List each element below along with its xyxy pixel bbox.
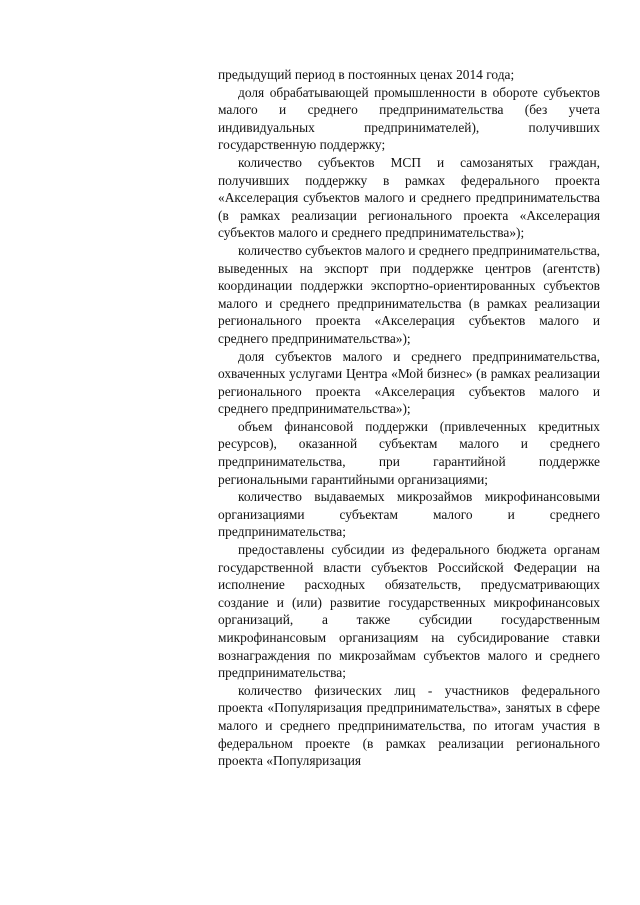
paragraph-subsidies: предоставлены субсидии из федерального бюджета органам государственной власти субъектов Российской Федерации на исполнение расходных обязательств, предусматривающих создание и (или) развитие государственных микрофинансовых организаций, а также субсидии государственным микрофинансовым организациям на субсидирование ставки вознаграждения по микрозаймам субъектов малого и среднего предпринимательства; <box>218 542 600 681</box>
paragraph-msp-self-employed-support: количество субъектов МСП и самозанятых граждан, получивших поддержку в рамках федерального проекта «Акселерация субъектов малого и среднего предпринимательства (в рамках реализации регионального проекта «Акселерация субъектов малого и среднего предпринимательства»); <box>218 154 600 241</box>
paragraph-manufacturing-share: доля обрабатывающей промышленности в обороте субъектов малого и среднего предпринимательства (без учета индивидуальных предпринимателей), получивших государственную поддержку; <box>218 84 600 153</box>
paragraph-entrepreneurship-participants: количество физических лиц - участников федерального проекта «Популяризация предпринимательства», занятых в сфере малого и среднего предпринимательства, по итогам участия в федеральном проекте (в рамках реализации регионального проекта «Популяризация <box>218 682 600 769</box>
paragraph-microloans-count: количество выдаваемых микрозаймов микрофинансовыми организациями субъектам малого и среднего предпринимательства; <box>218 489 600 540</box>
paragraph-continuation: предыдущий период в постоянных ценах 2014 года; <box>218 67 515 82</box>
paragraph-export-smb-count: количество субъектов малого и среднего предпринимательства, выведенных на экспорт при поддержке центров (агентств) координации поддержки экспортно-ориентированных субъектов малого и среднего предпринимательства (в рамках реализации регионального проекта «Акселерация субъектов малого и среднего предпринимательства»); <box>218 242 600 346</box>
document-body <box>218 66 600 770</box>
paragraph-moy-biznes-coverage: доля субъектов малого и среднего предпринимательства, охваченных услугами Центра «Мой бизнес» (в рамках реализации регионального проекта «Акселерация субъектов малого и среднего предпринимательства»); <box>218 348 600 417</box>
paragraph-guarantee-financing: объем финансовой поддержки (привлеченных кредитных ресурсов), оказанной субъектам малого и среднего предпринимательства, при гарантийной поддержке региональными гарантийными организациями; <box>218 418 600 487</box>
